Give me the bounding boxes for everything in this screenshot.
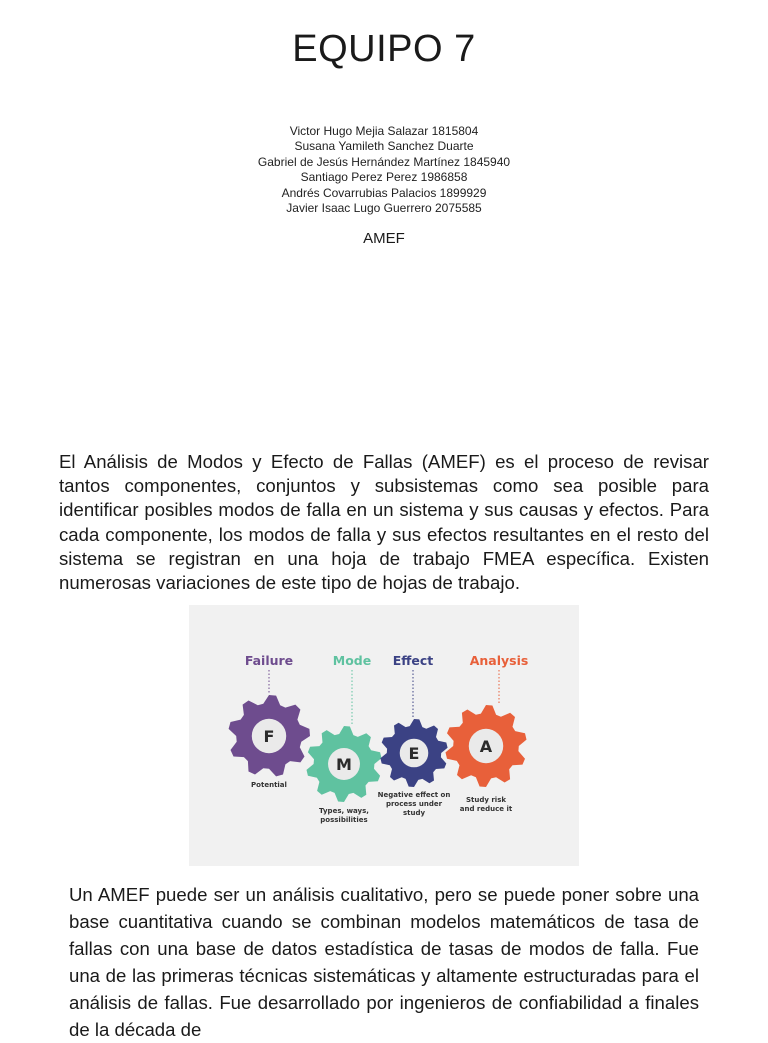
gear-caption: process under [385,800,443,808]
subtitle: AMEF [363,230,405,247]
gear-f [229,653,310,789]
gear-caption: Negative effect on [377,791,451,799]
body-paragraph: Un AMEF puede ser un análisis cualitativo, pero se puede poner sobre una base cuantitativa cuando se combinan modelos matemáticos de tasa de fallas con una base de datos estadística de tasas de modos de falla. Fue una de las primeras técnicas sistemáticas y altamente estructuradas para el análisis de fallas. Fue desarrollado por ingenieros de confiabilidad a finales de la década de [69,884,699,1040]
page-title: EQUIPO 7 [292,28,476,70]
gear-m [307,653,382,824]
gear-caption: Study risk [465,796,507,804]
team-member: Susana Yamileth Sanchez Duarte [294,139,474,154]
gear-letter: M [336,755,352,774]
team-members-list [0,124,768,216]
gear-label: Analysis [469,653,529,668]
team-member: Javier Isaac Lugo Guerrero 2075585 [286,201,482,216]
fmea-gears-figure [189,605,579,866]
gear-label: Failure [244,653,294,668]
gear-label: Mode [332,653,372,668]
gear-a [446,653,529,813]
gear-caption: Types, ways, [319,807,369,815]
intro-paragraph: El Análisis de Modos y Efecto de Fallas (AMEF) es el proceso de revisar tantos componentes, conjuntos y subsistemas como sea posible para identificar posibles modos de falla en un sistema y sus causas y efectos. Para cada componente, los modos de falla y sus efectos resultantes en el resto del sistema se registran en una hoja de trabajo FMEA específica. Existen numerosas variaciones de este tipo de hojas de trabajo. [59,451,709,594]
team-member: Andrés Covarrubias Palacios 1899929 [281,185,487,200]
gear-label: Effect [392,653,434,668]
team-member: Victor Hugo Mejia Salazar 1815804 [289,124,479,138]
gear-letter: F [263,727,275,746]
gear-e [378,653,451,817]
gear-caption: and reduce it [459,805,513,813]
gear-letter: A [479,737,493,756]
gear-caption: Potential [251,781,287,789]
team-member: Santiago Perez Perez 1986858 [300,170,468,185]
gear-caption: study [402,809,426,817]
fmea-gears-diagram [189,605,579,866]
gear-caption: possibilities [320,816,368,824]
team-member: Gabriel de Jesús Hernández Martínez 1845940 [257,154,511,169]
gear-letter: E [408,744,420,763]
